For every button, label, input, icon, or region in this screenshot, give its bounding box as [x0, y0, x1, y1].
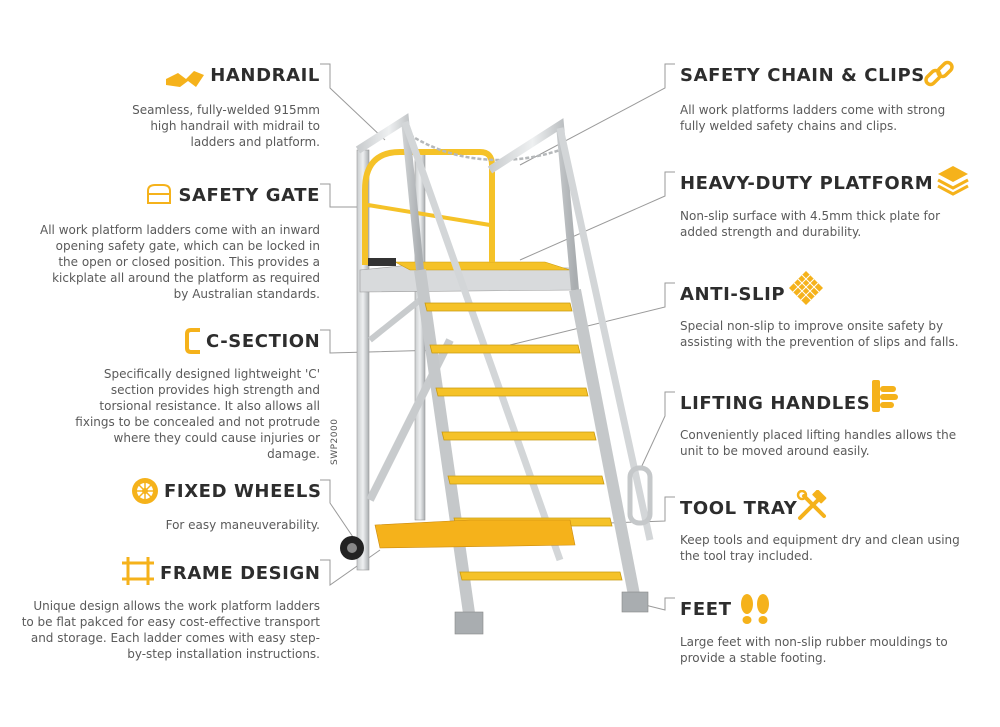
feet-description: Large feet with non-slip rubber mouldings to provide a stable footing. [680, 635, 948, 665]
footprints-icon [738, 592, 772, 630]
c-section-icon [184, 327, 202, 359]
gate-icon [146, 183, 172, 209]
lifting-handles-title: LIFTING HANDLES [680, 393, 871, 414]
safety-chain-description: All work platforms ladders come with strong fully welded safety chains and clips. [680, 103, 946, 133]
platform-title: HEAVY-DUTY PLATFORM [680, 173, 934, 194]
safety-chain-title: SAFETY CHAIN & CLIPS [680, 65, 925, 86]
frame-design-title: FRAME DESIGN [160, 563, 321, 584]
platform-description: Non-slip surface with 4.5mm thick plate for added strength and durability. [680, 209, 941, 239]
tool-tray-title: TOOL TRAY [680, 498, 798, 519]
hand-grip-icon [870, 378, 900, 418]
model-label: SWP2000 [330, 418, 340, 465]
anti-slip-description: Special non-slip to improve onsite safety by assisting with the prevention of slips and falls. [680, 319, 959, 349]
handrail-title: HANDRAIL [210, 65, 320, 86]
chain-icon [922, 58, 956, 94]
layers-icon [936, 164, 970, 200]
anti-slip-title: ANTI-SLIP [680, 284, 786, 305]
frame-icon [120, 555, 156, 591]
fixed-wheels-title: FIXED WHEELS [164, 481, 322, 502]
handrail-icon [164, 65, 206, 93]
tools-icon [796, 490, 828, 526]
c-section-description: Specifically designed lightweight 'C' section provides high strength and torsional resistance. It also allows all fixings to be concealed and not protrude where they could cause injuries or damage. [75, 367, 320, 461]
fixed-wheels-description: For easy maneuverability. [165, 518, 320, 532]
feet-title: FEET [680, 599, 732, 620]
lifting-handles-description: Conveniently placed lifting handles allows the unit to be moved around easily. [680, 428, 957, 458]
c-section-title: C-SECTION [206, 331, 321, 352]
frame-design-description: Unique design allows the work platform ladders to be flat pakced for easy cost-effective transport and storage. Each ladder comes with easy step-by-step installation instructions. [21, 599, 320, 661]
safety-gate-title: SAFETY GATE [178, 185, 320, 206]
tool-tray-description: Keep tools and equipment dry and clean using the tool tray included. [680, 533, 960, 563]
wheel-icon [130, 476, 160, 510]
handrail-description: Seamless, fully-welded 915mm high handrail with midrail to ladders and platform. [132, 103, 320, 149]
grid-pattern-icon [788, 270, 824, 310]
safety-gate-description: All work platform ladders come with an inward opening safety gate, which can be locked in the open or closed position. This provides a kickplate all around the platform as required by Australian standards. [40, 223, 320, 301]
